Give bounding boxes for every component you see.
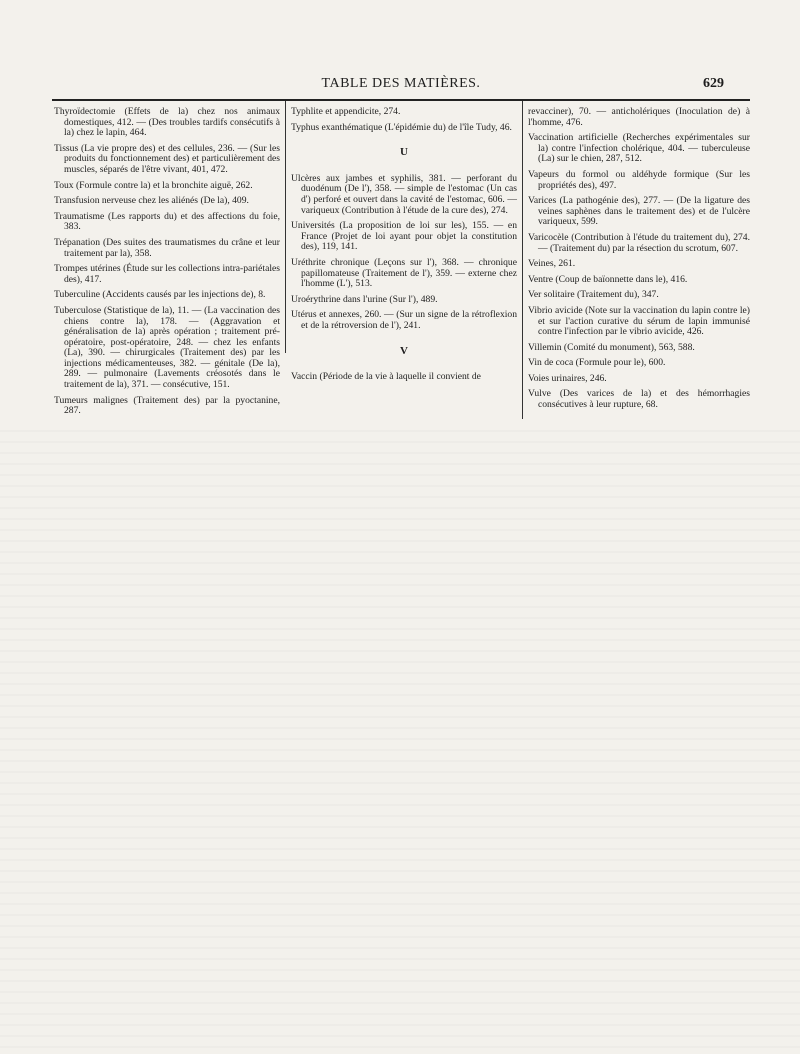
index-entry: Ver solitaire (Traitement du), 347. (528, 289, 659, 301)
index-entry: Universités (La proposition de loi sur les), 155. — en France (Projet de loi ayant pour objet la constitution des), 119, 141. (291, 220, 517, 253)
index-entry: Thyroïdectomie (Effets de la) chez nos animaux domestiques, 412. — (Des troubles tardifs consécutifs à la) chez le lapin, 464. (54, 106, 280, 139)
index-entry: Vin de coca (Formule pour le), 600. (528, 357, 666, 369)
index-column-2 (291, 107, 517, 388)
index-entry: Vibrio avicide (Note sur la vaccination du lapin contre le) et sur l'action curative du sérum de lapin immunisé contre l'infection par le vibrio avicide, 426. (528, 304, 750, 338)
column-divider (285, 101, 286, 353)
page-title: TABLE DES MATIÈRES. (321, 76, 481, 91)
index-entry: Veines, 261. (528, 258, 576, 270)
index-entry: Vulve (Des varices de la) et des hémorrhagies consécutives à leur rupture, 68. (528, 388, 750, 411)
index-entry: Uréthrite chronique (Leçons sur l'), 368. — chronique papillomateuse (Traitement de l'), 359. — externe chez l'homme (L'), 513. (291, 256, 517, 290)
section-letter-u: U (400, 146, 408, 159)
column-divider (522, 101, 523, 419)
index-column-3 (528, 107, 750, 416)
index-entry: Uroérythrine dans l'urine (Sur l'), 489. (291, 293, 438, 305)
index-entry: Vaccination artificielle (Recherches expérimentales sur la) contre l'infection cholérique, 404. — tuberculeuse (La) sur le chien, 287, 512. (528, 132, 750, 165)
index-entry: Toux (Formule contre la) et la bronchite aiguë, 262. (54, 179, 253, 191)
index-entry: Voies urinaires, 246. (528, 372, 607, 384)
index-column-1 (54, 107, 280, 422)
index-entry: Ulcères aux jambes et syphilis, 381. — perforant du duodénum (De l'), 358. — simple de l'estomac (Un cas d') perforé et ouvert dans la cavité de l'estomac, 606. — variqueux (Contribution à l'étude de la cure des), 274. (291, 172, 517, 216)
index-entry: Tuberculose (Statistique de la), 11. — (La vaccination des chiens contre la), 178. — (Aggravation et généralisation de la) après opération ; traitement pré-opératoire, post-opératoire, 248. — chez les enfants (La), 390. — chirurgicales (Traitement des) par les injections médicamenteuses, 382. — génitale (De la), 289. — pulmonaire (Lavements créosotés dans le traitement de la), 371. — consécutive, 151. (54, 304, 280, 391)
index-entry: Ventre (Coup de baïonnette dans le), 416. (528, 273, 688, 285)
index-entry: Vaccin (Période de la vie à laquelle il convient de (291, 371, 481, 383)
index-entry-continued: revacciner), 70. — anticholériques (Inoculation de) à l'homme, 476. (528, 106, 750, 128)
index-entry: Tissus (La vie propre des) et des cellules, 236. — (Sur les produits du fonctionnement des) et particulièrement des muscles, séparés de l'être vivant, 401, 472. (54, 142, 280, 175)
index-entry: Varicocèle (Contribution à l'étude du traitement du), 274. — (Traitement du) par la résection du scrotum, 607. (528, 231, 750, 254)
section-letter-v: V (400, 344, 408, 357)
index-entry: Tumeurs malignes (Traitement des) par la pyoctanine, 287. (54, 394, 280, 417)
index-entry: Trompes utérines (Étude sur les collections intra-pariétales des), 417. (54, 263, 280, 285)
index-entry: Trépanation (Des suites des traumatismes du crâne et leur traitement par la), 358. (54, 236, 280, 259)
page-header (52, 76, 750, 98)
index-entry: Utérus et annexes, 260. — (Sur un signe de la rétroflexion et de la rétroversion de l'), 241. (291, 309, 517, 331)
index-entry: Varices (La pathogénie des), 277. — (De la ligature des veines saphènes dans le traitement des) et de l'ulcère variqueux, 599. (528, 195, 750, 228)
header-rule (52, 99, 750, 101)
index-entry: Villemin (Comité du monument), 563, 588. (528, 341, 695, 353)
page-number: 629 (703, 76, 724, 91)
blank-page-area (0, 430, 800, 1054)
index-entry: Traumatisme (Les rapports du) et des affections du foie, 383. (54, 210, 280, 233)
index-entry: Transfusion nerveuse chez les aliénés (De la), 409. (54, 195, 249, 207)
index-entry: Typhlite et appendicite, 274. (291, 106, 401, 117)
index-entry: Typhus exanthématique (L'épidémie du) de l'île Tudy, 46. (291, 121, 512, 133)
index-entry: Tuberculine (Accidents causés par les injections de), 8. (54, 289, 266, 301)
index-entry: Vapeurs du formol ou aldéhyde formique (Sur les propriétés des), 497. (528, 168, 750, 191)
